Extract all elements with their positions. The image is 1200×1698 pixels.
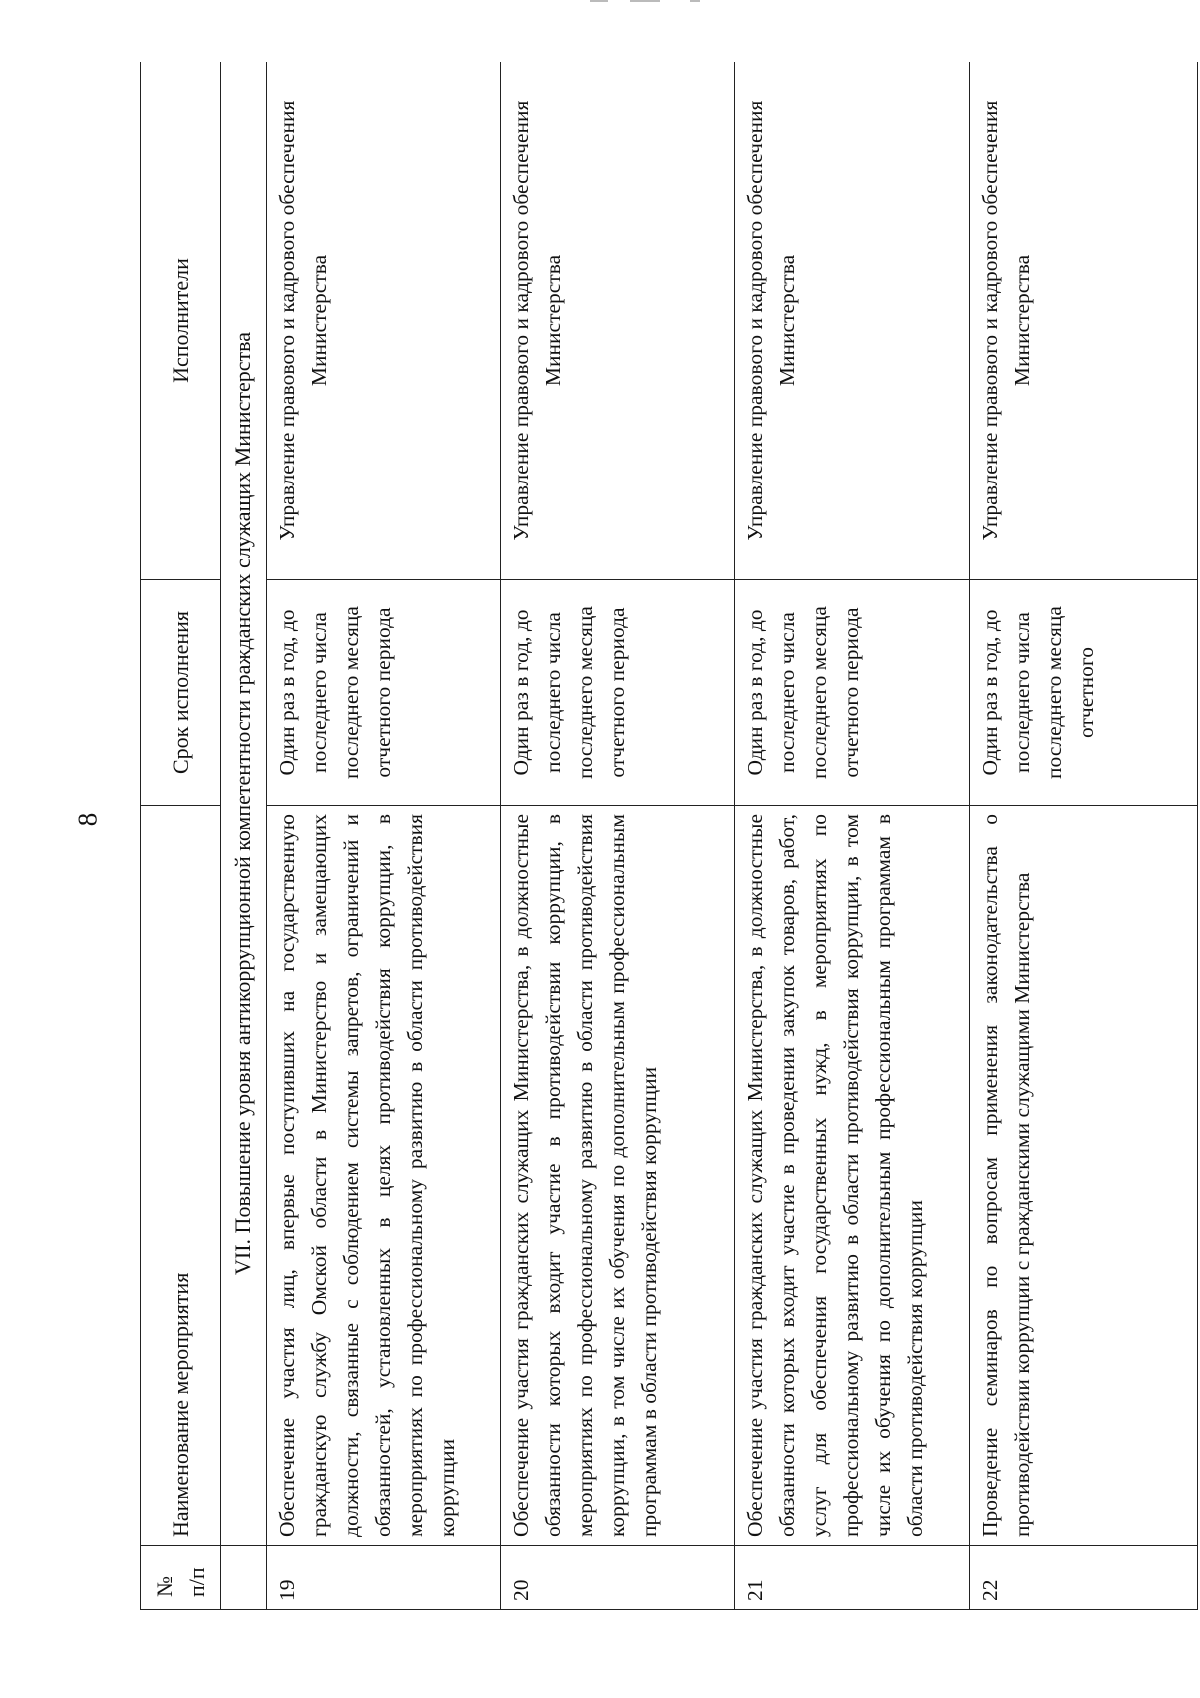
page-number-text: 8 — [72, 812, 103, 827]
table-row — [735, 62, 969, 1610]
table-row — [969, 62, 1197, 1610]
row-name: Обеспечение участия гражданских служащих Министерства, в должностные обязанности которых входит участие в противодействии коррупции, в мероприятиях по профессиональному развитию в области противодействия коррупции, в том числе их обучения по дополнительным профессиональным программам в области противодействия коррупции — [501, 806, 735, 1546]
header-term: Срок исполнения — [141, 580, 221, 806]
row-term: Один раз в год, до последнего числа последнего месяца отчетного — [969, 580, 1197, 806]
row-num: 20 — [501, 1546, 735, 1610]
row-num: 19 — [266, 1546, 500, 1610]
row-exec: Управление правового и кадрового обеспечения Министерства — [735, 62, 969, 580]
row-exec: Управление правового и кадрового обеспечения Министерства — [501, 62, 735, 580]
section-row — [221, 62, 266, 1610]
rotated-table-area — [140, 62, 1198, 1610]
table-row — [501, 62, 735, 1610]
row-name: Проведение семинаров по вопросам применения законодательства о противодействии коррупции с гражданскими служащими Министерства — [969, 806, 1197, 1546]
table-row — [266, 62, 500, 1610]
rotated-table-frame — [140, 62, 1198, 1610]
row-term: Один раз в год, до последнего числа последнего месяца отчетного периода — [735, 580, 969, 806]
row-term: Один раз в год, до последнего числа последнего месяца отчетного периода — [501, 580, 735, 806]
section-title: VII. Повышение уровня антикоррупционной компетентности гражданских служащих Министерства — [221, 62, 266, 1546]
header-exec: Исполнители — [141, 62, 221, 580]
measures-table — [140, 62, 1198, 1610]
header-num: № п/п — [141, 1546, 221, 1610]
section-spacer-cell — [221, 1546, 266, 1610]
row-num: 22 — [969, 1546, 1197, 1610]
row-exec: Управление правового и кадрового обеспечения Министерства — [969, 62, 1197, 580]
row-name: Обеспечение участия лиц, впервые поступивших на государственную гражданскую службу Омской области в Министерство и замещающих должности, связанные с соблюдением системы запретов, ограничений и обязанностей, установленных в целях противодействия коррупции, в мероприятиях по профессиональному развитию в области противодействия коррупции — [266, 806, 500, 1546]
row-term: Один раз в год, до последнего числа последнего месяца отчетного периода — [266, 580, 500, 806]
row-num: 21 — [735, 1546, 969, 1610]
header-name: Наименование мероприятия — [141, 806, 221, 1546]
scan-artifacts — [590, 0, 710, 6]
page-number — [68, 806, 108, 833]
row-name: Обеспечение участия гражданских служащих Министерства, в должностные обязанности которых входит участие в проведении закупок товаров, работ, услуг для обеспечения государственных нужд, в мероприятиях по профессиональному развитию в области противодействия коррупции, в том числе их обучения по дополнительным профессиональным программам в области противодействия коррупции — [735, 806, 969, 1546]
row-exec: Управление правового и кадрового обеспечения Министерства — [266, 62, 500, 580]
table-header-row — [141, 62, 221, 1610]
